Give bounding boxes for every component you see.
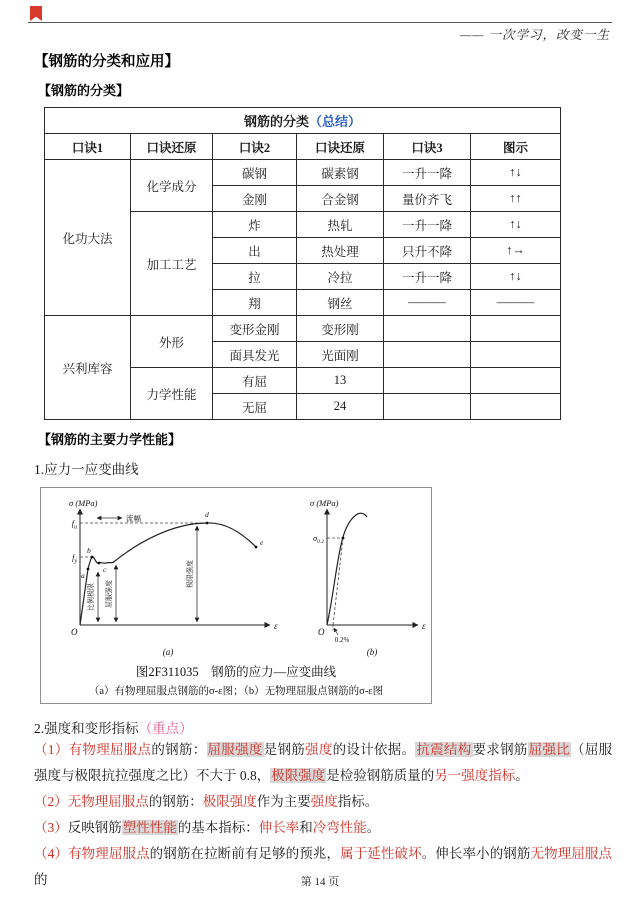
table-cell: 一升一降 — [384, 160, 471, 186]
table-cell — [471, 368, 561, 394]
table-cell — [384, 394, 471, 420]
note-paragraph-3 — [34, 815, 612, 841]
table-cell: 翔 — [213, 290, 297, 316]
page-number: 第 14 页 — [300, 876, 340, 888]
table-cell: 热轧 — [297, 212, 384, 238]
note-segment: （1） — [34, 742, 69, 757]
table-header-cell: 口诀还原 — [297, 134, 384, 160]
table-cell — [471, 342, 561, 368]
note-segment: （2） — [34, 794, 68, 809]
table-cell: 一升一降 — [384, 264, 471, 290]
table-cell: 一升一降 — [384, 212, 471, 238]
note-segment: 的钢筋在拉断前有足够的预兆， — [149, 846, 341, 861]
table-cell-group: 兴利库容 — [45, 316, 131, 420]
section-title-classification: 【钢筋的分类和应用】 — [34, 54, 179, 70]
note-segment: 无物理屈服点 — [67, 794, 149, 809]
note-segment: 无物理屈服点 — [530, 846, 613, 861]
note-segment: 极限强度 — [202, 794, 257, 809]
subsection-title-classification: 【钢筋的分类】 — [38, 83, 130, 98]
page-header — [28, 6, 612, 44]
table-cell: ——— — [471, 290, 561, 316]
x-axis-label-a: ε — [274, 621, 278, 631]
dim-yield-strength: 屈服强度 — [105, 580, 113, 608]
table-cell — [384, 368, 471, 394]
origin-label-b: O — [318, 627, 325, 637]
plateau-label: 流幅 — [126, 514, 141, 523]
point-c-label: c — [103, 565, 107, 574]
note-segment: 。 — [366, 820, 381, 835]
table-cell — [384, 342, 471, 368]
table-cell: 出 — [213, 238, 297, 264]
table-cell: 热处理 — [297, 238, 384, 264]
point-b-label: b — [87, 546, 91, 555]
table-cell-group: 化功大法 — [45, 160, 131, 316]
table-row — [45, 160, 561, 186]
subfigure-b-label: (b) — [366, 647, 378, 657]
sigma02-label: $\sigma_{0.2}$ — [313, 534, 324, 545]
table-cell: 无屈 — [213, 394, 297, 420]
table-title — [45, 108, 561, 134]
y-axis-label-a: σ (MPa) — [69, 498, 98, 508]
table-cell: 钢丝 — [297, 290, 384, 316]
table-cell: 有屈 — [213, 368, 297, 394]
table-cell: 碳素钢 — [297, 160, 384, 186]
y-axis-label-b: σ (MPa) — [310, 498, 339, 508]
note-segment: 反映钢筋 — [67, 820, 122, 835]
note-segment: 抗震结构 — [416, 742, 472, 757]
item-strength-indicators-tag: （重点） — [138, 721, 193, 736]
subfigure-a-label: (a) — [162, 647, 174, 657]
table-cell: 只升不降 — [384, 238, 471, 264]
graph-a — [69, 498, 278, 657]
note-segment: 。伸长率小的钢筋 — [421, 846, 531, 861]
table-cell-sub: 力学性能 — [131, 368, 213, 420]
table-title-text: 钢筋的分类 — [244, 114, 310, 129]
note-segment: （3） — [34, 820, 68, 835]
item-strength-indicators — [34, 717, 612, 737]
note-segment: 要求钢筋 — [472, 742, 528, 757]
graph-b — [310, 498, 426, 657]
figure-caption: 图2F311035 钢筋的应力—应变曲线 — [135, 665, 337, 679]
note-segment: 冷弯性能 — [312, 820, 367, 835]
table-cell: ↑↓ — [471, 160, 561, 186]
table-cell: 合金钢 — [297, 186, 384, 212]
note-segment: 有物理屈服点 — [68, 742, 152, 757]
origin-label-a: O — [71, 627, 78, 637]
note-segment: 属于延性破坏 — [340, 846, 422, 861]
stress-strain-curve-a — [80, 523, 256, 625]
note-segment: 作为主要 — [256, 794, 311, 809]
note-segment: 屈强比 — [528, 742, 571, 757]
table-cell: 金刚 — [213, 186, 297, 212]
note-segment: （屈服强度与极限抗拉强度之比）不大于 0.8， — [34, 742, 613, 783]
note-segment: 的钢筋： — [148, 794, 203, 809]
classification-table — [44, 107, 561, 420]
bookmark-icon — [30, 6, 42, 21]
table-cell: 面具发光 — [213, 342, 297, 368]
stress-strain-figure — [42, 495, 430, 659]
x-axis-label-b: ε — [422, 621, 426, 631]
item-strength-indicators-text: 2.强度和变形指标 — [34, 721, 139, 736]
offset-label: 0.2% — [334, 636, 350, 644]
note-segment: 的钢筋： — [151, 742, 207, 757]
table-cell: 炸 — [213, 212, 297, 238]
note-segment: 的设计依据。 — [332, 742, 416, 757]
note-segment: 指标。 — [337, 794, 379, 809]
table-cell: 变形金刚 — [213, 316, 297, 342]
dim-ultimate-strength: 极限强度 — [186, 560, 194, 588]
fu-label: $f_u$ — [71, 519, 77, 531]
table-cell-sub: 外形 — [131, 316, 213, 368]
point-e-label: e — [260, 538, 264, 547]
dim-proportional-limit: 比例极限 — [87, 583, 95, 611]
table-header-cell: 口诀2 — [213, 134, 297, 160]
table-row — [45, 316, 561, 342]
fy-label: $f_y$ — [72, 553, 77, 565]
note-segment: 。 — [515, 768, 529, 783]
note-segment: 的 — [34, 872, 48, 887]
table-cell: 24 — [297, 394, 384, 420]
note-segment: 有物理屈服点 — [68, 846, 150, 861]
note-segment: 强度 — [305, 742, 333, 757]
table-header-cell: 口诀3 — [384, 134, 471, 160]
note-segment: 另一强度指标 — [434, 768, 516, 783]
point-a-label: a — [81, 571, 85, 580]
header-rule — [28, 22, 612, 23]
figure-subcaption: （a）有物理屈服点钢筋的σ-ε图；（b）无物理屈服点钢筋的σ-ε图 — [88, 686, 384, 697]
header-slogan: —— 一次学习，改变一生 — [460, 28, 610, 42]
note-segment: （4） — [34, 846, 69, 861]
table-cell — [471, 394, 561, 420]
note-segment: 是检验钢筋质量的 — [326, 768, 435, 783]
table-cell-sub: 化学成分 — [131, 160, 213, 212]
table-cell: 变形刚 — [297, 316, 384, 342]
note-segment: 屈服强度 — [207, 742, 263, 757]
table-cell: ↑→ — [471, 238, 561, 264]
note-paragraph-1 — [34, 737, 612, 789]
note-paragraph-2 — [34, 789, 612, 815]
table-cell: ↑↑ — [471, 186, 561, 212]
stress-strain-curve-b — [327, 513, 367, 625]
table-header-cell: 口诀还原 — [131, 134, 213, 160]
table-cell: 光面刚 — [297, 342, 384, 368]
table-cell: ↑↓ — [471, 264, 561, 290]
table-header-cell: 口诀1 — [45, 134, 131, 160]
table-cell: 13 — [297, 368, 384, 394]
table-cell: 量价齐飞 — [384, 186, 471, 212]
table-cell-sub: 加工工艺 — [131, 212, 213, 316]
table-cell: 冷拉 — [297, 264, 384, 290]
note-segment: 塑性性能 — [122, 820, 177, 835]
table-title-tag: （总结） — [309, 114, 362, 129]
note-segment: 极限强度 — [271, 768, 326, 783]
note-segment: 强度 — [310, 794, 338, 809]
table-cell — [471, 316, 561, 342]
note-segment: 是钢筋 — [263, 742, 306, 757]
note-segment: 和 — [299, 820, 313, 835]
table-cell: ——— — [384, 290, 471, 316]
section-title-mechanics: 【钢筋的主要力学性能】 — [38, 432, 182, 447]
table-cell — [384, 316, 471, 342]
table-cell: ↑↓ — [471, 212, 561, 238]
table-cell: 拉 — [213, 264, 297, 290]
table-header-cell: 图示 — [471, 134, 561, 160]
note-segment: 伸长率 — [258, 820, 300, 835]
item-stress-strain-curve: 1.应力一应变曲线 — [34, 462, 139, 477]
figure-box — [40, 487, 432, 704]
point-d-label: d — [205, 510, 209, 519]
note-segment: 的基本指标： — [177, 820, 259, 835]
table-cell: 碳钢 — [213, 160, 297, 186]
